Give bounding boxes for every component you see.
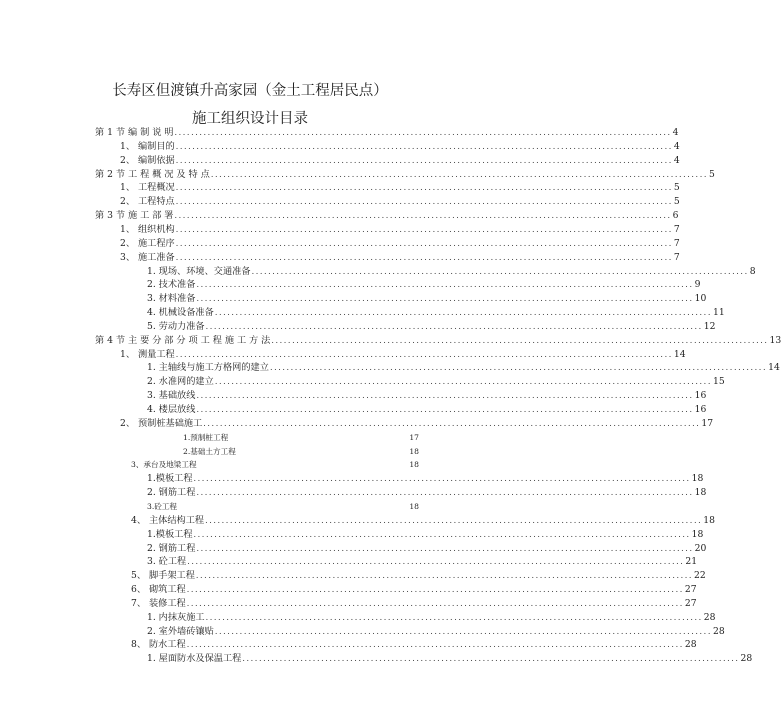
toc-entry — [120, 181, 680, 195]
toc-entry-label: 3.砼工程 — [147, 501, 178, 511]
toc-entry-page: 18 — [694, 487, 707, 499]
toc-entry — [131, 638, 697, 652]
toc-entry-page: 18 — [691, 528, 704, 540]
toc-leader-dots: ........................................................................................................................ — [175, 252, 673, 262]
toc-entry-label: 2. 钢筋工程 — [147, 487, 196, 499]
toc-entry — [147, 555, 698, 569]
toc-entry-label: 3. 材料准备 — [147, 293, 196, 305]
toc-entry — [147, 265, 756, 279]
toc-entry — [147, 652, 753, 666]
toc-entry — [120, 237, 680, 251]
toc-entry-page: 4 — [673, 140, 680, 152]
toc-entry-page: 15 — [712, 376, 725, 388]
toc-entry — [95, 209, 679, 223]
toc-leader-dots: ........................................................................................................................ — [186, 640, 684, 650]
toc-entry-label: 3、承台及地梁工程 — [131, 460, 197, 470]
toc-entry-page: 7 — [673, 237, 680, 249]
toc-entry — [131, 458, 419, 472]
toc-entry — [147, 403, 707, 417]
toc-entry-page: 9 — [694, 279, 701, 291]
toc-leader-dots: ........................................................................................................................ — [196, 294, 694, 304]
toc-entry-page: 28 — [740, 653, 753, 665]
toc-entry-label: 4、 主体结构工程 — [131, 514, 205, 526]
toc-entry-page: 18 — [703, 514, 715, 526]
toc-entry — [147, 320, 716, 334]
toc-leader-dots: ........................................................................................................................ — [175, 224, 673, 234]
toc-entry — [120, 195, 680, 209]
toc-entry-label: 第 4 节 主 要 分 部 分 项 工 程 施 工 方 法 — [95, 334, 271, 346]
toc-entry — [147, 375, 725, 389]
toc-leader-dots: ........................................................................................................................ — [214, 377, 712, 387]
toc-entry — [120, 154, 680, 168]
toc-leader-dots: ........................................................................................................................ — [175, 141, 673, 151]
toc-entry-page: 6 — [672, 210, 679, 222]
toc-leader-dots: ........................................................................................................................ — [186, 585, 684, 595]
toc-entry — [131, 597, 697, 611]
toc-entry-label: 1. 内抹灰施工 — [147, 611, 205, 623]
toc-entry — [95, 334, 781, 348]
toc-entry — [95, 126, 679, 140]
toc-entry — [147, 625, 725, 639]
toc-entry — [147, 278, 701, 292]
toc-entry-page: 4 — [672, 127, 679, 138]
toc-entry-label: 2、 编制依据 — [120, 154, 175, 166]
toc-entry — [131, 514, 715, 528]
toc-entry — [147, 306, 725, 320]
toc-entry-page: 11 — [712, 307, 725, 319]
toc-entry-label: 1. 屋面防水及保温工程 — [147, 653, 242, 665]
toc-leader-dots: ........................................................................................................................ — [203, 418, 701, 428]
toc-entry-label: 第 1 节 编 制 说 明 — [95, 127, 174, 138]
toc-entry-page: 22 — [694, 570, 706, 582]
toc-entry-label: 5. 劳动力准备 — [147, 320, 205, 332]
toc-leader-dots: ........................................................................................................................ — [175, 155, 673, 165]
toc-leader-dots: ........................................................................................................................ — [175, 349, 673, 359]
toc-leader-dots: ........................................................................................................................ — [193, 474, 691, 484]
toc-entry — [183, 445, 419, 459]
toc-entry-label: 1、 工程概况 — [120, 182, 175, 194]
toc-entry — [131, 569, 706, 583]
toc-entry-label: 1. 主轴线与施工方格网的建立 — [147, 362, 269, 374]
toc-entry-page: 20 — [694, 542, 707, 554]
toc-entry-label: 2、 工程特点 — [120, 196, 175, 208]
toc-leader-dots: ........................................................................................................................ — [242, 654, 740, 664]
toc-entry — [120, 223, 680, 237]
toc-leader-dots: ........................................................................................................................ — [214, 308, 712, 318]
toc-entry-label: 3、 施工准备 — [120, 251, 175, 263]
toc-leader-dots: ........................................................................................................................ — [175, 183, 673, 193]
toc-leader-dots: ........................................................................................................................ — [187, 557, 685, 567]
toc-entry-page: 5 — [673, 196, 680, 208]
toc-leader-dots: ........................................................................................................................ — [205, 612, 703, 622]
toc-entry-label: 2、 预制桩基础施工 — [120, 417, 203, 429]
toc-leader-dots: ........................................................................................................................ — [271, 335, 769, 345]
toc-leader-dots: ........................................................................................................................ — [175, 197, 673, 207]
toc-entry-label: 1、 测量工程 — [120, 348, 175, 360]
toc-entry-label: 2. 水准网的建立 — [147, 376, 214, 388]
toc-entry-page: 14 — [673, 348, 686, 360]
toc-entry-page: 17 — [409, 432, 419, 442]
toc-entry-page: 18 — [409, 460, 419, 470]
toc-leader-dots: ........................................................................................................................ — [193, 529, 691, 539]
toc-entry — [131, 583, 697, 597]
toc-entry-label: 5、 脚手架工程 — [131, 570, 195, 582]
toc-entry-label: 4. 机械设备准备 — [147, 307, 214, 319]
toc-entry-page: 7 — [673, 251, 680, 263]
toc-leader-dots: ........................................................................................................................ — [196, 488, 694, 498]
toc-entry-label: 1、 编制目的 — [120, 140, 175, 152]
toc-entry-label: 1.预制桩工程 — [183, 432, 229, 442]
toc-entry-page: 28 — [703, 611, 716, 623]
toc-leader-dots: ........................................................................................................................ — [196, 543, 694, 553]
toc-entry — [120, 140, 680, 154]
toc-entry-page: 14 — [768, 362, 780, 374]
toc-leader-dots: ........................................................................................................................ — [205, 515, 703, 525]
toc-entry — [147, 611, 716, 625]
toc-leader-dots: ........................................................................................................................ — [205, 321, 703, 331]
toc-entry-label: 6、 砌筑工程 — [131, 584, 186, 596]
toc-entry-page: 17 — [701, 417, 714, 429]
toc-entry-label: 3. 砼工程 — [147, 556, 187, 568]
toc-entry-label: 2. 室外墙砖镶贴 — [147, 625, 214, 637]
toc-leader-dots: ........................................................................................................................ — [196, 391, 694, 401]
toc-leader-dots: ........................................................................................................................ — [210, 169, 708, 179]
toc-entry-page: 18 — [409, 501, 419, 511]
toc-entry-page: 5 — [673, 182, 680, 194]
toc-entry — [120, 348, 686, 362]
toc-entry-label: 2. 技术准备 — [147, 279, 196, 291]
toc-entry-label: 2. 钢筋工程 — [147, 542, 196, 554]
toc-leader-dots: ........................................................................................................................ — [174, 128, 672, 137]
toc-entry-page: 27 — [684, 584, 697, 596]
toc-leader-dots: ........................................................................................................................ — [196, 280, 694, 290]
toc-leader-dots: ........................................................................................................................ — [186, 598, 684, 608]
toc-leader-dots: ........................................................................................................................ — [195, 571, 694, 581]
document-title: 长寿区但渡镇升高家园（金土工程居民点） — [112, 83, 388, 99]
toc-entry-page: 21 — [685, 556, 698, 568]
toc-leader-dots: ........................................................................................................................ — [251, 266, 749, 276]
toc-entry-label: 第 3 节 施 工 部 署 — [95, 210, 174, 222]
toc-leader-dots: ........................................................................................................................ — [214, 626, 712, 636]
toc-entry — [147, 292, 707, 306]
toc-entry-page: 18 — [691, 473, 704, 485]
toc-entry-page: 4 — [673, 154, 680, 166]
toc-entry-label: 8、 防水工程 — [131, 639, 186, 651]
toc-entry-label: 第 2 节 工 程 概 况 及 特 点 — [95, 168, 210, 180]
toc-entry-page: 16 — [694, 390, 707, 402]
toc-entry-label: 1. 现场、环境、交通准备 — [147, 265, 251, 277]
toc-entry-page: 18 — [409, 446, 419, 456]
toc-entry — [120, 251, 680, 265]
toc-entry — [183, 431, 419, 445]
toc-entry-label: 3. 基础放线 — [147, 390, 196, 402]
toc-leader-dots: ........................................................................................................................ — [175, 238, 673, 248]
toc-entry-page: 13 — [769, 334, 781, 346]
toc-entry — [95, 168, 715, 182]
toc-entry — [147, 486, 707, 500]
toc-entry — [147, 542, 707, 556]
toc-entry-label: 1.模板工程 — [147, 528, 193, 540]
toc-entry-page: 27 — [684, 597, 697, 609]
toc-entry-page: 28 — [684, 639, 697, 651]
toc-entry-page: 16 — [694, 404, 707, 415]
toc-entry-page: 7 — [673, 223, 680, 235]
toc-leader-dots: ........................................................................................................................ — [196, 405, 694, 414]
toc-leader-dots: ........................................................................................................................ — [269, 363, 768, 373]
toc-entry-page: 28 — [712, 625, 725, 637]
toc-entry — [120, 417, 714, 431]
toc-entry — [147, 361, 780, 375]
toc-entry-label: 4. 楼层放线 — [147, 404, 196, 415]
toc-entry-page: 10 — [694, 293, 707, 305]
toc-leader-dots: ........................................................................................................................ — [174, 211, 672, 221]
toc-entry-label: 2、 施工程序 — [120, 237, 175, 249]
toc-entry-page: 12 — [703, 320, 716, 332]
toc-entry-label: 1.模板工程 — [147, 473, 193, 485]
toc-heading: 施工组织设计目录 — [192, 111, 308, 127]
toc-entry — [147, 500, 419, 514]
toc-entry-label: 1、 组织机构 — [120, 223, 175, 235]
toc-entry-page: 5 — [708, 168, 715, 180]
toc-entry — [147, 528, 704, 542]
toc-entry — [147, 472, 704, 486]
toc-entry — [147, 389, 707, 403]
toc-entry-page: 8 — [749, 265, 756, 277]
toc-entry-label: 2.基础土方工程 — [183, 446, 236, 456]
toc-entry-label: 7、 装修工程 — [131, 597, 186, 609]
